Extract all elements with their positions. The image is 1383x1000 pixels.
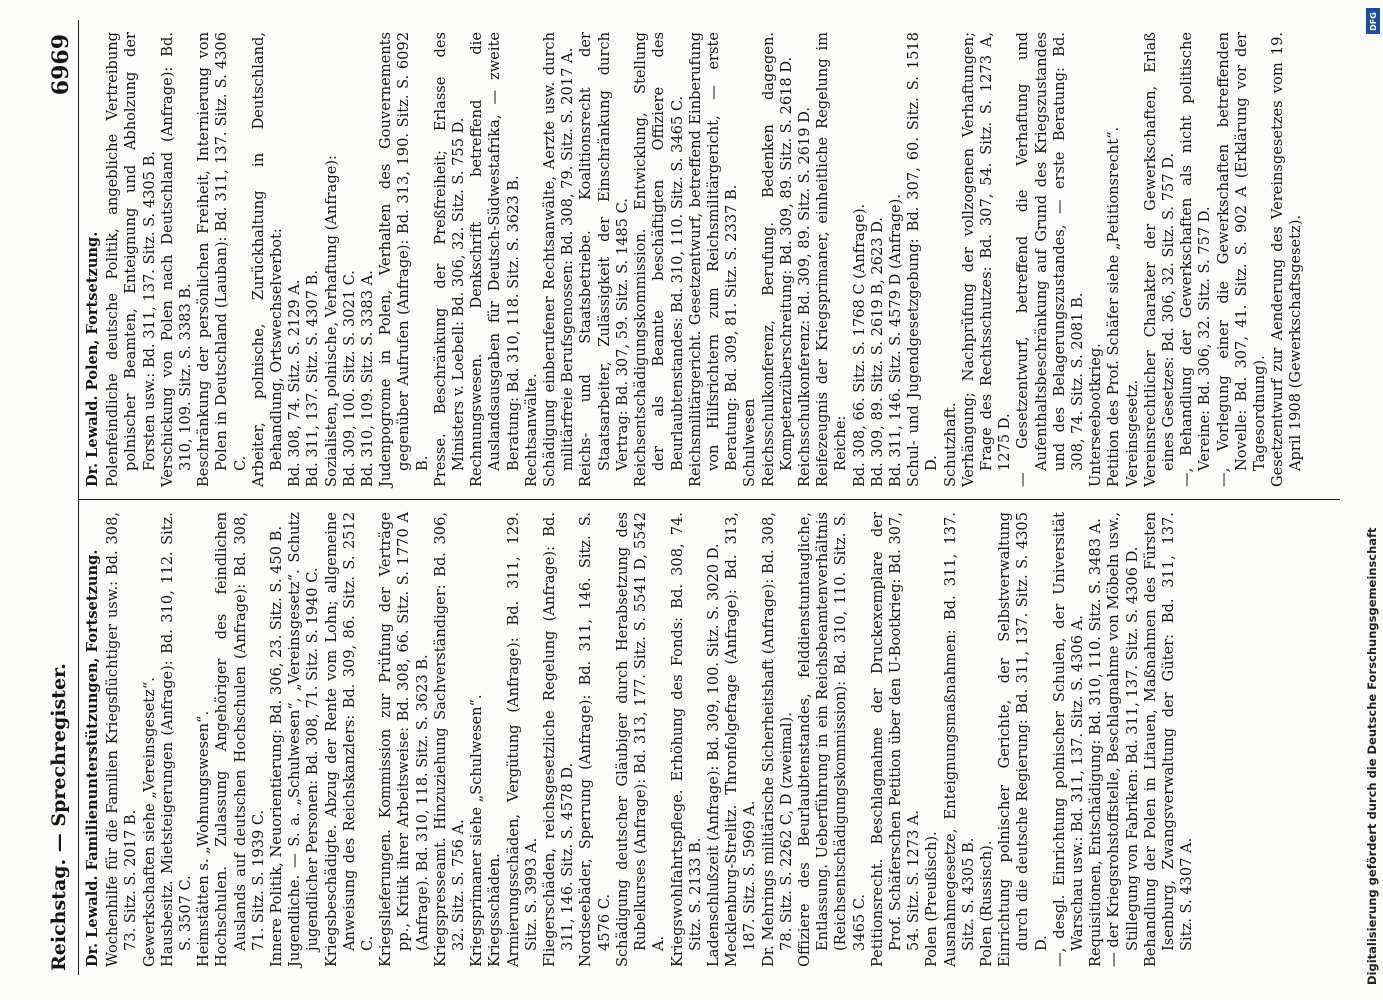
register-entry: Behandlung der Polen in Litauen, Maßnahmen des Fürsten Isenburg, Zwangsverwaltung der Güter: Bd. 311, 137. Sitz. S. 4307 A.	[1141, 512, 1196, 967]
register-entry: Beschränkung der persönlichen Freiheit, Internierung von Polen in Deutschland (Lauban): Bd. 311, 137. Sitz. S. 4306 C.	[195, 32, 249, 487]
register-entry: Petition des Prof. Schäfer siehe „Petitionsrecht“.	[1105, 126, 1123, 487]
register-entry: Bd. 311, 146. Sitz. S. 4579 D (Anfrage).	[886, 193, 904, 487]
dfg-logo	[1366, 8, 1380, 34]
register-entry: Kriegswohlfahrtspflege. Erhöhung des Fonds: Bd. 308, 74. Sitz. S. 2133 B.	[668, 512, 704, 967]
register-entry: Unterseebootkrieg.	[1087, 343, 1105, 487]
register-entry: Kriegsbeschädigte. Abzug der Rente vom Lohn; allgemeine Anweisung des Reichskanzlers: Bd. 309, 86. Sitz. S. 2512 C.	[322, 512, 377, 967]
register-entry: Bd. 310, 109. Sitz. S. 3383 A.	[359, 270, 377, 487]
register-entry: Ladenschlußzeit (Anfrage): Bd. 309, 100. Sitz. S. 3020 D.	[704, 543, 722, 967]
register-entry: Schutzhaft.	[941, 402, 959, 487]
register-entry: Reichsschulkonferenz, Berufung. Bedenken dagegen. Kompetenzüberschreitung: Bd. 309, 89. Sitz. S. 2618 D.	[759, 32, 795, 487]
register-entry: Dr. Mehrings militärische Sicherheitshaft (Anfrage): Bd. 308, 78. Sitz. S. 2262 C, D (zweimal).	[759, 512, 795, 967]
register-entry: Bd. 308, 66. Sitz. S. 1768 C (Anfrage).	[850, 203, 868, 487]
register-entry: Polenfeindliche deutsche Politik, angebliche Vertreibung polnischer Beamten, Enteignung und Abholzung der Forsten usw.: Bd. 311, 137. Sitz. S. 4305 B.	[104, 32, 158, 487]
rotated-register-page	[40, 20, 1340, 975]
register-entry: Rechnungswesen. Denkschrift betreffend die Auslandsausgaben für Deutsch-Südwestafrika, — zweite Beratung: Bd. 310, 118. Sitz. S. 3623 B.	[468, 32, 522, 487]
register-entry: Polen (Preußisch).	[923, 831, 941, 967]
register-entry: Gesetzentwurf zur Aenderung des Vereinsgesetzes vom 19. April 1908 (Gewerkschaftsgesetz).	[1269, 32, 1305, 487]
register-entry: —, Behandlung der Gewerkschaften als nicht politische Vereine: Bd. 306, 32. Sitz. S. 757 D.	[1178, 32, 1214, 487]
register-entry: Vereinsrechtlicher Charakter der Gewerkschaften, Erlaß eines Gesetzes: Bd. 306, 32. Sitz. S. 757 D.	[1141, 32, 1177, 487]
register-entry: Mecklenburg-Strelitz. Thronfolgefrage (Anfrage): Bd. 313, 187. Sitz. S. 5969 A.	[723, 512, 759, 967]
register-entry: Fliegerschäden, reichsgesetzliche Regelung (Anfrage): Bd. 311, 146. Sitz. S. 4578 D.	[541, 512, 577, 967]
register-entry: Nordseebäder, Sperrung (Anfrage): Bd. 311, 146. Sitz. S. 4576 C.	[577, 512, 613, 967]
register-entry: Judenpogrome in Polen, Verhalten des Gouvernements gegenüber Aufrufen (Anfrage): Bd. 313, 190. Sitz. S. 6092 B.	[377, 32, 431, 487]
register-entry: Gewerkschaften siehe „Vereinsgesetz“.	[140, 677, 158, 967]
digitization-note-text: Digitalisierung gefördert durch die Deutsche Forschungsgemeinschaft	[1365, 527, 1379, 985]
register-entry: Kriegspresseamt. Hinzuziehung Sachverständiger: Bd. 306, 32. Sitz. S. 756 A.	[431, 512, 468, 967]
register-entry: —, Vorlegung einer die Gewerkschaften betreffenden Novelle: Bd. 307, 41. Sitz. S. 902 A (Erklärung vor der Tagesordnung).	[1214, 32, 1268, 487]
page-number: 6969	[48, 34, 74, 96]
header-rule	[78, 20, 79, 975]
register-entry: Verhängung; Nachprüfung der vollzogenen Verhaftungen; Frage des Rechtsschutzes: Bd. 307, 54. Sitz. S. 1273 A, 1275 D.	[959, 32, 1014, 487]
register-entry: Vereinsgesetz.	[1123, 379, 1141, 487]
left-column	[84, 512, 1196, 967]
register-entry: — Gesetzentwurf, betreffend die Verhaftung und Aufenthaltsbeschränkung auf Grund des Kriegszustandes und des Belagerungszustandes, — erste Beratung: Bd. 308, 74. Sitz. S. 2081 B.	[1014, 32, 1086, 487]
right-column-heading: Dr. Lewald. Polen, Fortsetzung.	[84, 231, 101, 487]
register-entry: — der Kriegsrohstoffstelle, Beschlagnahme von Möbeln usw., Stillegung von Fabriken: Bd. 311, 137. Sitz. S. 4306 D.	[1105, 512, 1141, 967]
column-divider	[78, 499, 1340, 500]
left-column-entries	[104, 512, 1196, 967]
register-entry: Reichsmilitärgericht. Gesetzentwurf, betreffend Einberufung von Hilfsrichtern zum Reichsmilitärgericht, — erste Beratung: Bd. 309, 81. Sitz. S. 2337 B.	[686, 32, 741, 487]
register-entry: Kriegsschäden.	[486, 853, 504, 967]
left-column-heading: Dr. Lewald. Familienunterstützungen, Fortsetzung.	[84, 549, 101, 967]
register-entry: Reifezeugnis der Kriegsprimaner, einheitliche Regelung im Reiche:	[814, 32, 850, 487]
register-entry: Bd. 308, 74. Sitz. S. 2129 A.	[286, 279, 304, 487]
register-entry: Heimstätten s. „Wohnungswesen“.	[195, 710, 213, 967]
right-column	[84, 32, 1306, 487]
register-entry: Schädigung deutscher Gläubiger durch Herabsetzung des Rubelkurses (Anfrage): Bd. 313, 177. Sitz. S. 5541 D, 5542 A.	[613, 512, 668, 967]
register-entry: Arbeiter, polnische, Zurückhaltung in Deutschland, Behandlung, Ortswechselverbot:	[249, 32, 286, 487]
register-entry: Schädigung einberufener Rechtsanwälte, Aerzte usw. durch militärfreie Berufsgenossen: Bd. 308, 79. Sitz. S. 2017 A.	[541, 32, 577, 487]
register-entry: Innere Politik, Neuorientierung: Bd. 306, 23. Sitz. S. 450 B.	[268, 526, 286, 967]
register-entry: Verschickung von Polen nach Deutschland (Anfrage): Bd. 310, 109. Sitz. S. 3383 B.	[158, 32, 195, 487]
register-entry: Ausnahmegesetze, Enteignungsmaßnahmen: Bd. 311, 137. Sitz. S. 4305 B.	[941, 512, 977, 967]
right-column-entries	[104, 32, 1305, 487]
page-header-title: Reichstag. — Sprechregister.	[48, 663, 70, 971]
register-entry: Schul- und Jugendgesetzgebung: Bd. 307, 60. Sitz. S. 1518 D.	[905, 32, 941, 487]
register-entry: Einrichtung polnischer Gerichte, der Selbstverwaltung durch die deutsche Regierung: Bd. 311, 137. Sitz. S. 4305 D.	[996, 512, 1050, 967]
register-entry: Sozialisten, polnische, Verhaftung (Anfrage):	[322, 155, 340, 487]
register-entry: Wochenhilfe für die Familien Kriegsflüchtiger usw.: Bd. 308, 73. Sitz. S. 2017 B.	[104, 512, 140, 967]
register-entry: Bd. 309, 100. Sitz. S. 3021 C.	[340, 270, 358, 487]
register-entry: Polen (Russisch).	[977, 840, 995, 967]
register-entry: Bd. 311, 137. Sitz. S. 4307 B.	[304, 269, 322, 487]
register-entry: Bd. 309, 89. Sitz. S. 2619 B, 2623 D.	[868, 217, 886, 487]
register-entry: Presse. Beschränkung der Preßfreiheit; Erlasse des Ministers v. Loebell: Bd. 306, 32. Sitz. S. 755 D.	[431, 32, 468, 487]
register-entry: Reichs- und Staatsbetriebe. Koalitionsrecht der Staatsarbeiter, Zulässigkeit der Einschränkung durch Vertrag: Bd. 307, 59. Sitz. S. 1485 C.	[577, 32, 631, 487]
register-entry: Requisitionen, Entschädigung: Bd. 310, 110. Sitz. S. 3483 A.	[1087, 518, 1105, 967]
register-entry: Kriegslieferungen. Kommission zur Prüfung der Verträge pp., Kritik ihrer Arbeitsweise: Bd. 308, 66. Sitz. S. 1770 A (Anfrage). Bd. 310, 118. Sitz. S. 3623 B.	[377, 512, 431, 967]
register-entry: Hausbesitz. Mietsteigerungen (Anfrage): Bd. 310, 112. Sitz. S. 3507 C.	[158, 512, 195, 967]
register-entry: Rechtsanwälte.	[522, 373, 540, 487]
dfg-logo-text: DFG	[1368, 11, 1378, 31]
register-entry: —, desgl. Einrichtung polnischer Schulen, der Universität Warschau usw.: Bd. 311, 137. Sitz. S. 4306 A.	[1050, 512, 1086, 967]
register-entry: Petitionsrecht. Beschlagnahme der Druckexemplare der Prof. Schäferschen Petition über den U-Bootkrieg: Bd. 307, 54. Sitz. S. 1273 A.	[868, 512, 923, 967]
register-entry: Reichsschulkonferenz: Bd. 309, 89. Sitz. S. 2619 D.	[795, 107, 813, 487]
register-entry: Kriegsprimaner siehe „Schulwesen“.	[468, 694, 486, 967]
register-entry: Reichsentschädigungskommission. Entwicklung, Stellung der als Beamte beschäftigten Offiziere des Beurlaubtenstandes: Bd. 310, 110. Sitz. S. 3465 C.	[632, 32, 686, 487]
register-entry: Jugendliche. — S. a. „Schulwesen“, „Vereinsgesetz“. Schutz jugendlicher Personen: Bd. 308, 71. Sitz. S. 1940 C.	[286, 512, 322, 967]
register-entry: Offiziere des Beurlaubtenstandes, felddienstuntaugliche, Entlassung. Ueberführung in ein Reichsbeamtenverhältnis (Reichsentschädigungskommission): Bd. 310, 110. Sitz. S. 3465 C.	[795, 512, 868, 967]
register-entry: Schulwesen	[741, 398, 759, 487]
register-entry: Armierungsschäden, Vergütung (Anfrage): Bd. 311, 129. Sitz. S. 3993 A.	[504, 512, 540, 967]
register-entry: Hochschulen. Zulassung Angehöriger des feindlichen Auslands auf deutschen Hochschulen (Anfrage): Bd. 308, 71. Sitz. S. 1939 C.	[213, 512, 267, 967]
